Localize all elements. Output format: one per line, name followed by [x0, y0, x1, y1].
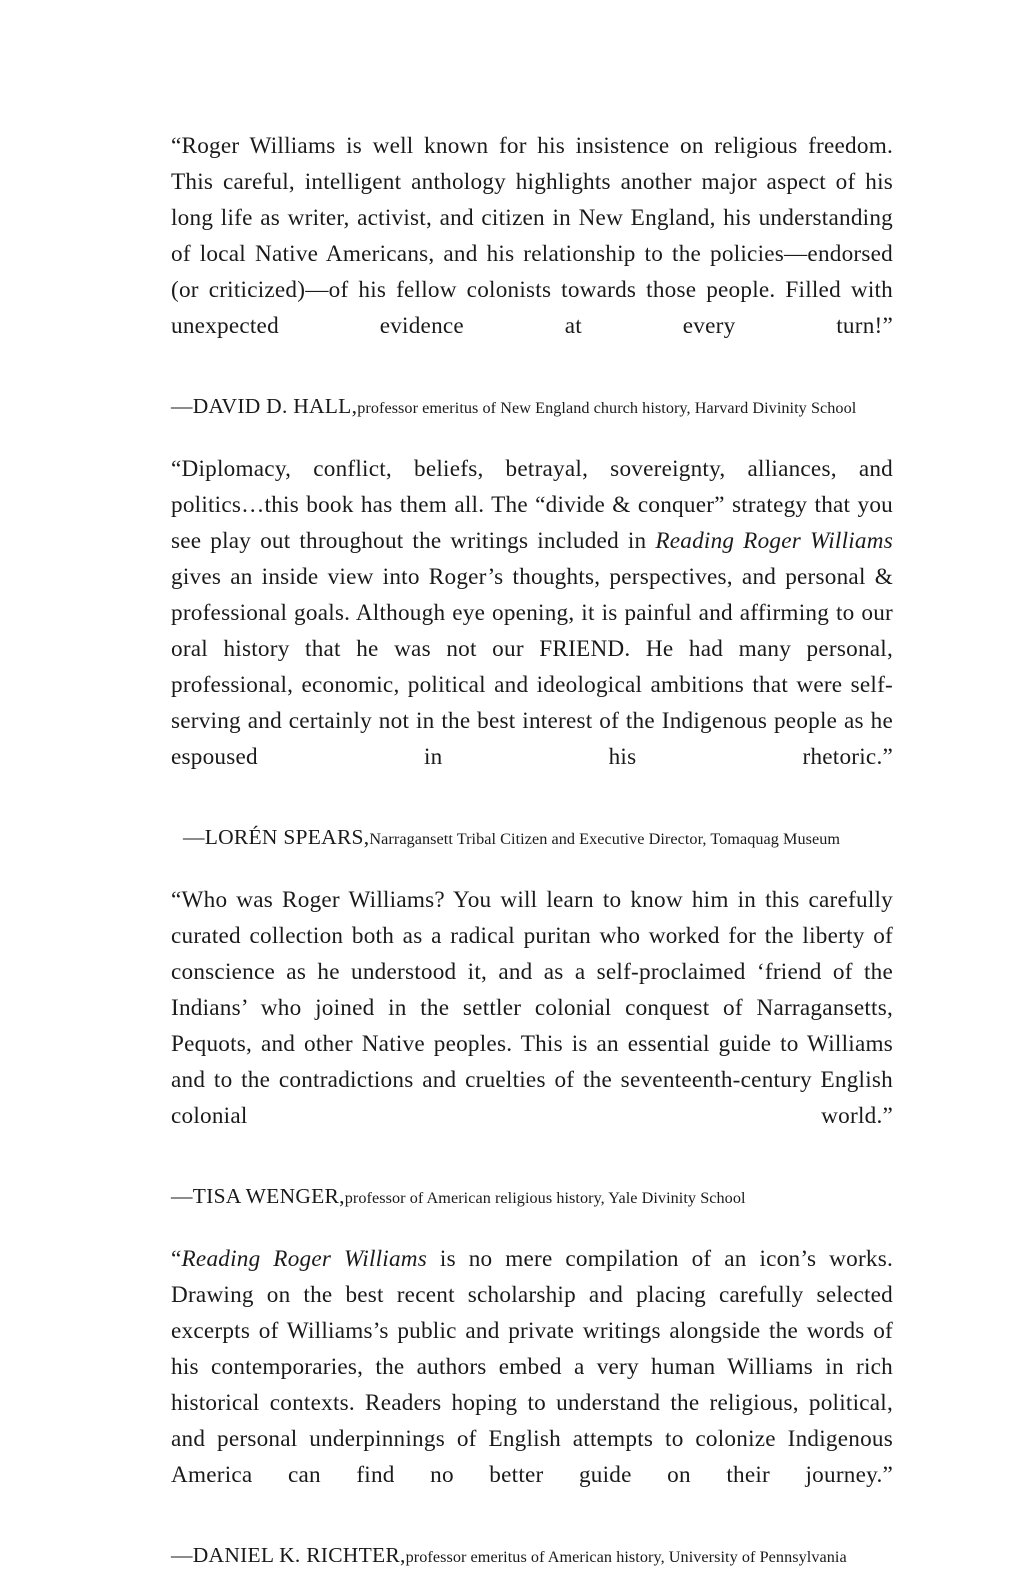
book-title-italic: Reading Roger Williams	[181, 1246, 428, 1272]
quote-text-lead: “	[171, 1246, 182, 1272]
quote-text-lead: “Diplomacy, conflict, beliefs, betrayal, sovereignty, alliances, and politics…this book has them all. The “divide & conquer” strategy that you see play out throughout the writings included in	[171, 456, 893, 554]
quote-text-tail: gives an inside view into Roger’s thoughts, perspectives, and personal & professional goals. Although eye opening, it is painful and affirming to our oral history that he was not our FRIEND. He had many personal, professional, economic, political and ideological ambitions that were self-serving and certainly not in the best interest of the Indigenous people as he espoused in his rhetoric.”	[171, 564, 893, 770]
blurb-attribution	[171, 391, 893, 424]
attribution-name: —DANIEL K. RICHTER,	[171, 1543, 406, 1567]
blurb-quote	[171, 1241, 893, 1529]
blurb-attribution	[171, 1181, 893, 1214]
blurb-quote: “Who was Roger Williams? You will learn to know him in this carefully curated collection both as a radical puritan who worked for the liberty of conscience as he understood it, and as a self-proclaimed ‘friend of the Indians’ who joined in the settler colonial conquest of Narragansetts, Pequots, and other Native peoples. This is an essential guide to Williams and to the contradictions and cruelties of the seventeenth-century English colonial world.”	[171, 887, 893, 1129]
book-title-italic: Reading Roger Williams	[655, 528, 893, 554]
attribution-name: —DAVID D. HALL,	[171, 394, 358, 418]
attribution-role: professor of American religious history, Yale Divinity School	[344, 1189, 746, 1207]
attribution-name: —TISA WENGER,	[171, 1184, 345, 1208]
blurb-quote	[171, 451, 893, 811]
blurb-quote: “Roger Williams is well known for his insistence on religious freedom. This careful, intelligent anthology highlights another major aspect of his long life as writer, activist, and citizen in New England, his understanding of local Native Americans, and his relationship to the policies—endorsed (or criticized)—of his fellow colonists towards those people. Filled with unexpected evidence at every turn!”	[171, 133, 893, 339]
blurb-attribution	[171, 1540, 893, 1573]
blurb-spears	[171, 451, 893, 855]
blurb-attribution	[171, 822, 893, 855]
blurb-wenger	[171, 882, 893, 1214]
attribution-role: professor emeritus of New England church history, Harvard Divinity School	[357, 399, 857, 417]
attribution-role: Narragansett Tribal Citizen and Executive Director, Tomaquag Museum	[369, 830, 841, 848]
attribution-role: professor emeritus of American history, University of Pennsylvania	[405, 1548, 847, 1566]
praise-text-column	[171, 128, 893, 1573]
blurb-richter	[171, 1241, 893, 1573]
attribution-name: —LORÉN SPEARS,	[183, 825, 370, 849]
quote-text-tail: is no mere compilation of an icon’s works. Drawing on the best recent scholarship and placing carefully selected excerpts of Williams’s public and private writings alongside the words of his contemporaries, the authors embed a very human Williams in rich historical contexts. Readers hoping to understand the religious, political, and personal underpinnings of English attempts to colonize Indigenous America can find no better guide on their journey.”	[171, 1246, 894, 1488]
blurb-hall	[171, 128, 893, 424]
